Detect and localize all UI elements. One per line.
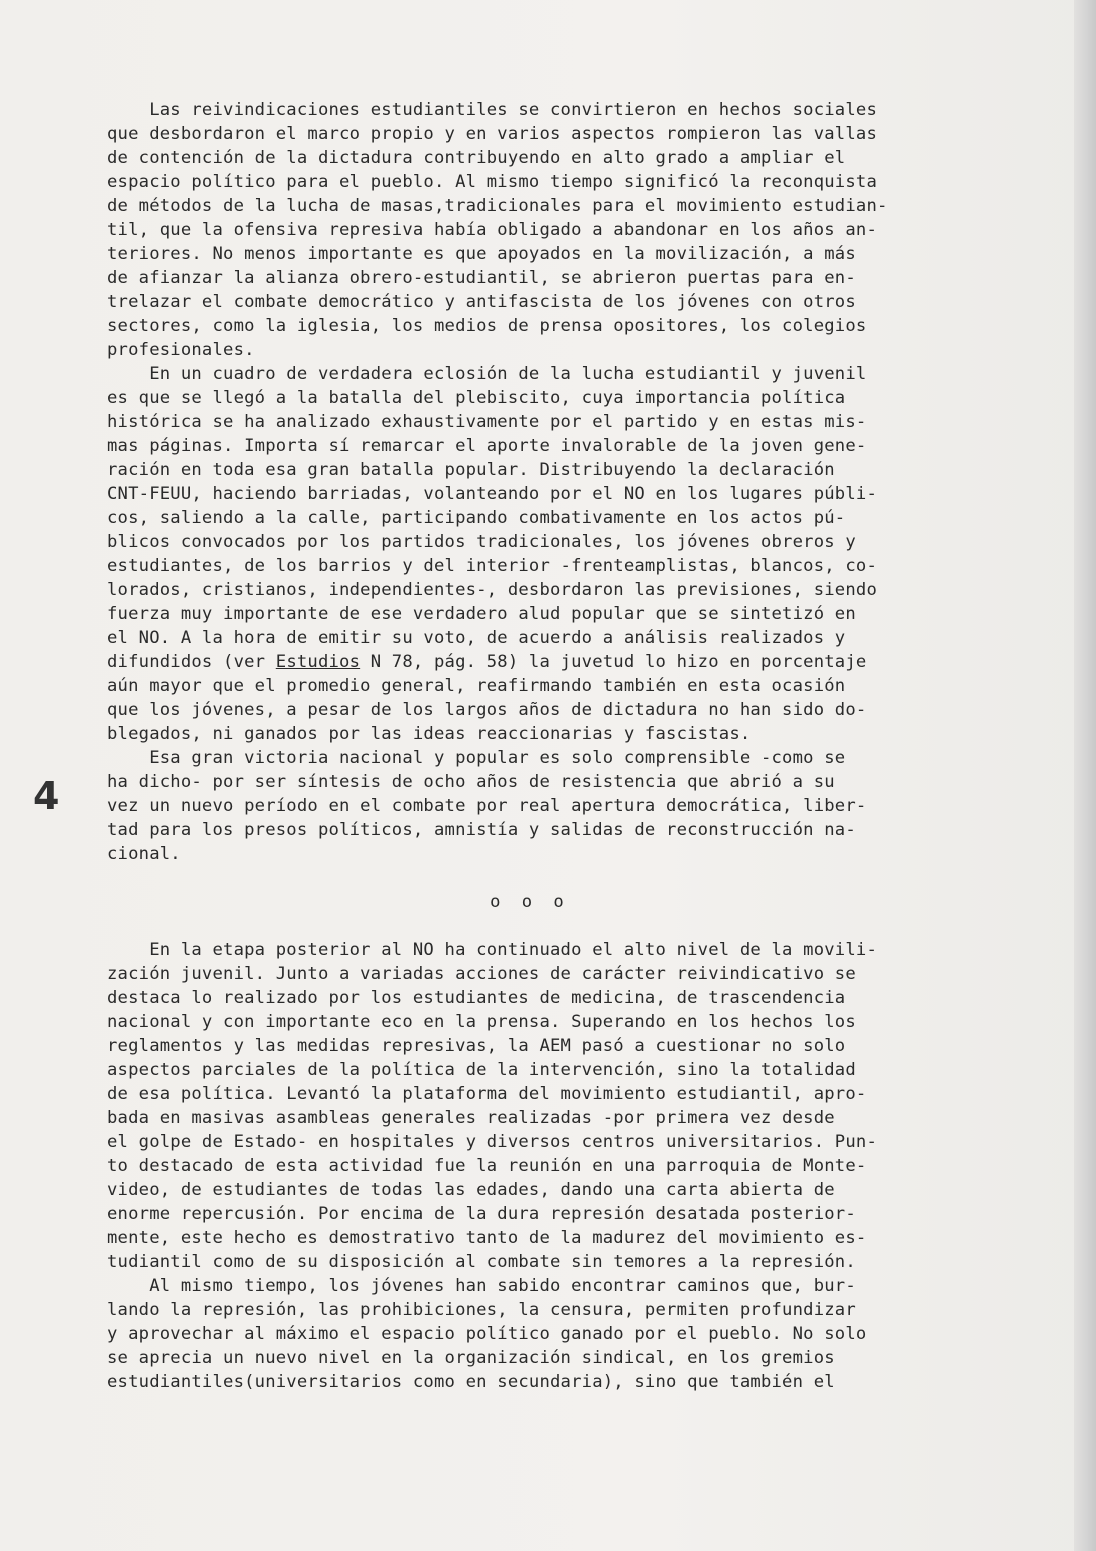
text-line-reference bbox=[107, 650, 987, 674]
body-text bbox=[107, 98, 987, 1394]
text-line: En la etapa posterior al NO ha continuado el alto nivel de la movili- bbox=[107, 940, 877, 960]
text-line: que los jóvenes, a pesar de los largos años de dictadura no han sido do- bbox=[107, 700, 867, 720]
blank-line bbox=[107, 914, 987, 938]
text-line: Al mismo tiempo, los jóvenes han sabido encontrar caminos que, bur- bbox=[107, 1276, 856, 1296]
text-block-1 bbox=[107, 98, 987, 650]
text-line: estudiantiles(universitarios como en secundaria), sino que también el bbox=[107, 1372, 835, 1392]
text-line: vez un nuevo período en el combate por real apertura democrática, liber- bbox=[107, 796, 867, 816]
blank-line bbox=[107, 866, 987, 890]
text-line: tudiantil como de su disposición al combate sin temores a la represión. bbox=[107, 1252, 856, 1272]
text-line: teriores. No menos importante es que apoyados en la movilización, a más bbox=[107, 244, 856, 264]
text-line: nacional y con importante eco en la prensa. Superando en los hechos los bbox=[107, 1012, 856, 1032]
page-edge-shadow bbox=[1074, 0, 1096, 1551]
text-line: es que se llegó a la batalla del plebiscito, cuya importancia política bbox=[107, 388, 846, 408]
text-line: trelazar el combate democrático y antifascista de los jóvenes con otros bbox=[107, 292, 856, 312]
text-line: bada en masivas asambleas generales realizadas -por primera vez desde bbox=[107, 1108, 835, 1128]
text-line: ha dicho- por ser síntesis de ocho años de resistencia que abrió a su bbox=[107, 772, 835, 792]
text-line: y aprovechar al máximo el espacio político ganado por el pueblo. No solo bbox=[107, 1324, 867, 1344]
text-line: Las reivindicaciones estudiantiles se convirtieron en hechos sociales bbox=[107, 100, 877, 120]
text-line: fuerza muy importante de ese verdadero alud popular que se sintetizó en bbox=[107, 604, 856, 624]
text-line: de métodos de la lucha de masas,tradicionales para el movimiento estudian- bbox=[107, 196, 888, 216]
text-line: de afianzar la alianza obrero-estudiantil, se abrieron puertas para en- bbox=[107, 268, 856, 288]
text-line: estudiantes, de los barrios y del interior -frenteamplistas, blancos, co- bbox=[107, 556, 877, 576]
text-line: se aprecia un nuevo nivel en la organización sindical, en los gremios bbox=[107, 1348, 835, 1368]
text-line: destaca lo realizado por los estudiantes de medicina, de trascendencia bbox=[107, 988, 846, 1008]
text-line: ración en toda esa gran batalla popular. Distribuyendo la declaración bbox=[107, 460, 835, 480]
text-line: til, que la ofensiva represiva había obligado a abandonar en los años an- bbox=[107, 220, 877, 240]
text-line: blegados, ni ganados por las ideas reaccionarias y fascistas. bbox=[107, 724, 751, 744]
text-line: mas páginas. Importa sí remarcar el aporte invalorable de la joven gene- bbox=[107, 436, 867, 456]
text-line: que desbordaron el marco propio y en varios aspectos rompieron las vallas bbox=[107, 124, 877, 144]
text-line: CNT-FEUU, haciendo barriadas, volanteando por el NO en los lugares públi- bbox=[107, 484, 877, 504]
text-line: blicos convocados por los partidos tradicionales, los jóvenes obreros y bbox=[107, 532, 856, 552]
text-line: espacio político para el pueblo. Al mismo tiempo significó la reconquista bbox=[107, 172, 877, 192]
text-line: aún mayor que el promedio general, reafirmando también en esta ocasión bbox=[107, 676, 846, 696]
text-block-3 bbox=[107, 938, 987, 1394]
text-line: de contención de la dictadura contribuyendo en alto grado a ampliar el bbox=[107, 148, 846, 168]
text-line: enorme repercusión. Por encima de la dura represión desatada posterior- bbox=[107, 1204, 856, 1224]
text-line: Esa gran victoria nacional y popular es solo comprensible -como se bbox=[107, 748, 846, 768]
text-line: reglamentos y las medidas represivas, la AEM pasó a cuestionar no solo bbox=[107, 1036, 846, 1056]
page-number: 4 bbox=[33, 774, 60, 818]
underlined-journal-title: Estudios bbox=[275, 652, 361, 672]
text-line: lando la represión, las prohibiciones, la censura, permiten profundizar bbox=[107, 1300, 856, 1320]
text-line: mente, este hecho es demostrativo tanto de la madurez del movimiento es- bbox=[107, 1228, 867, 1248]
text-line: el golpe de Estado- en hospitales y diversos centros universitarios. Pun- bbox=[107, 1132, 877, 1152]
text-line: el NO. A la hora de emitir su voto, de acuerdo a análisis realizados y bbox=[107, 628, 846, 648]
text-line: histórica se ha analizado exhaustivamente por el partido y en estas mis- bbox=[107, 412, 867, 432]
text-line: to destacado de esta actividad fue la reunión en una parroquia de Monte- bbox=[107, 1156, 867, 1176]
text-line: tad para los presos políticos, amnistía y salidas de reconstrucción na- bbox=[107, 820, 856, 840]
reference-text-before: difundidos (ver bbox=[107, 652, 276, 672]
text-line: profesionales. bbox=[107, 340, 255, 360]
text-line: video, de estudiantes de todas las edades, dando una carta abierta de bbox=[107, 1180, 835, 1200]
text-line: cos, saliendo a la calle, participando combativamente en los actos pú- bbox=[107, 508, 846, 528]
text-line: de esa política. Levantó la plataforma del movimiento estudiantil, apro- bbox=[107, 1084, 867, 1104]
text-line: En un cuadro de verdadera eclosión de la lucha estudiantil y juvenil bbox=[107, 364, 867, 384]
text-line: lorados, cristianos, independientes-, desbordaron las previsiones, siendo bbox=[107, 580, 877, 600]
text-line: aspectos parciales de la política de la intervención, sino la totalidad bbox=[107, 1060, 856, 1080]
text-block-2 bbox=[107, 674, 987, 866]
text-line: zación juvenil. Junto a variadas acciones de carácter reivindicativo se bbox=[107, 964, 856, 984]
reference-text-after: N 78, pág. 58) la juvetud lo hizo en porcentaje bbox=[360, 652, 867, 672]
text-line: sectores, como la iglesia, los medios de prensa opositores, los colegios bbox=[107, 316, 867, 336]
section-separator: o o o bbox=[490, 892, 564, 912]
text-line: cional. bbox=[107, 844, 181, 864]
